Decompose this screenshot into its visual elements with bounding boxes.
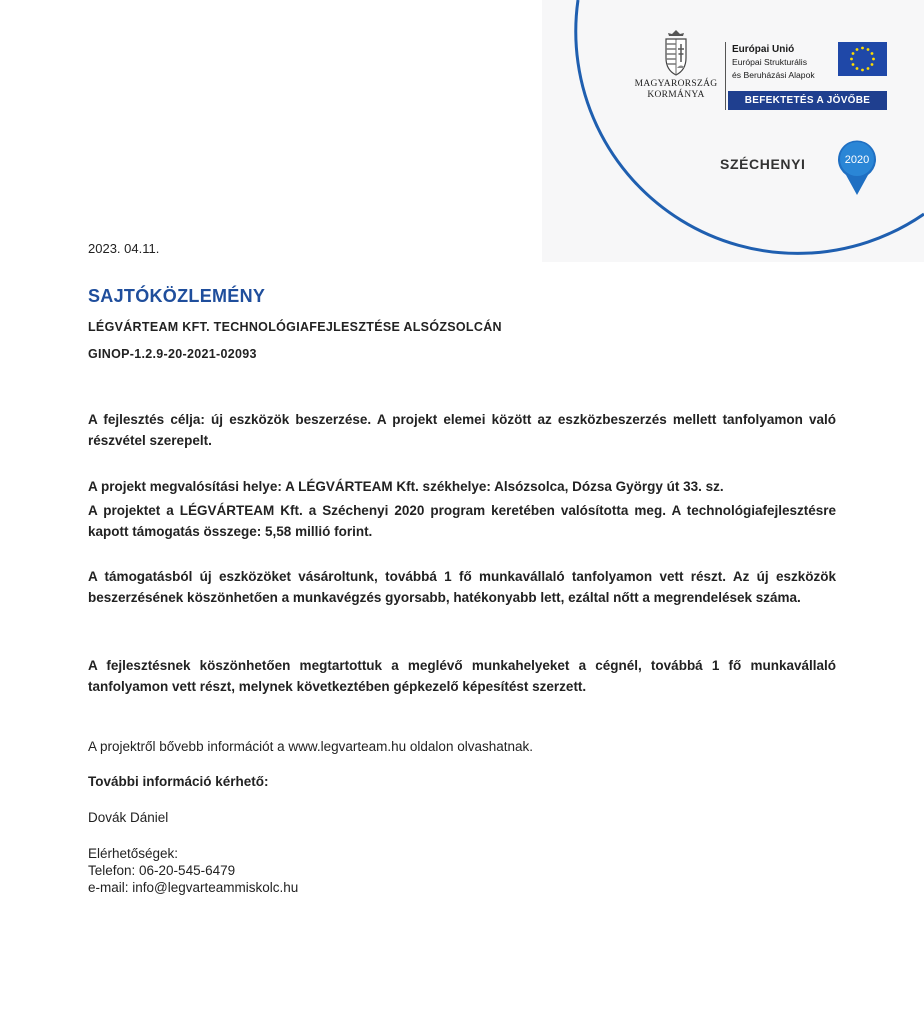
more-info-text: A projektről bővebb információt a www.legvarteam.hu oldalon olvashatnak. [88,739,533,754]
contact-email: e-mail: info@legvarteammiskolc.hu [88,880,299,895]
project-id: GINOP-1.2.9-20-2021-02093 [88,347,257,361]
decorative-arc [0,0,924,270]
project-title: LÉGVÁRTEAM KFT. TECHNOLÓGIAFEJLESZTÉSE ALSÓZSOLCÁN [88,320,502,334]
paragraph: A projekt megvalósítási helye: A LÉGVÁRTEAM Kft. székhelye: Alsózsolca, Dózsa György út 33. sz. [88,479,724,494]
contact-heading: További információ kérhető: [88,774,269,789]
coat-of-arms-icon [663,30,689,76]
eu-flag-icon [838,42,887,76]
szechenyi-year: 2020 [844,154,870,166]
szechenyi-label: SZÉCHENYI [720,156,806,172]
paragraph: A projektet a LÉGVÁRTEAM Kft. a Széchenyi 2020 program keretében valósította meg. A technológiafejlesztésre kapott támogatás összege: 5,58 millió forint. [88,503,836,539]
header-logo-block [0,0,924,270]
eu-banner: BEFEKTETÉS A JÖVŐBE [728,91,887,110]
paragraph: A fejlesztésnek köszönhetően megtartottuk a meglévő munkahelyeket a cégnél, továbbá 1 fő munkavállaló tanfolyamon vett részt, melynek következtében gépkezelő képesítést szerzett. [88,658,836,694]
page-title: SAJTÓKÖZLEMÉNY [88,286,266,306]
divider [725,42,726,110]
szechenyi-pin-icon [836,139,878,197]
contact-phone: Telefon: 06-20-545-6479 [88,863,236,878]
paragraph: A fejlesztés célja: új eszközök beszerzése. A projekt elemei között az eszközbeszerzés mellett tanfolyamon való részvétel szerepelt. [88,412,836,448]
paragraph: A támogatásból új eszközöket vásároltunk, továbbá 1 fő munkavállaló tanfolyamon vett részt. Az új eszközök beszerzésének köszönhetően a munkavégzés gyorsabb, hatékonyabb lett, ezáltal nőtt a megrendelések száma. [88,569,836,605]
contact-name: Dovák Dániel [88,810,169,825]
government-logo [630,30,722,101]
eu-title: Európai Unió [732,44,795,55]
eu-fund-line2: és Beruházási Alapok [732,70,815,80]
contact-label: Elérhetőségek: [88,846,179,861]
government-line2: KORMÁNYA [647,90,705,100]
eu-text-block [732,43,836,82]
document-date: 2023. 04.11. [88,241,160,256]
government-line1: MAGYARORSZÁG [634,79,718,89]
eu-fund-line1: Európai Strukturális [732,57,807,67]
